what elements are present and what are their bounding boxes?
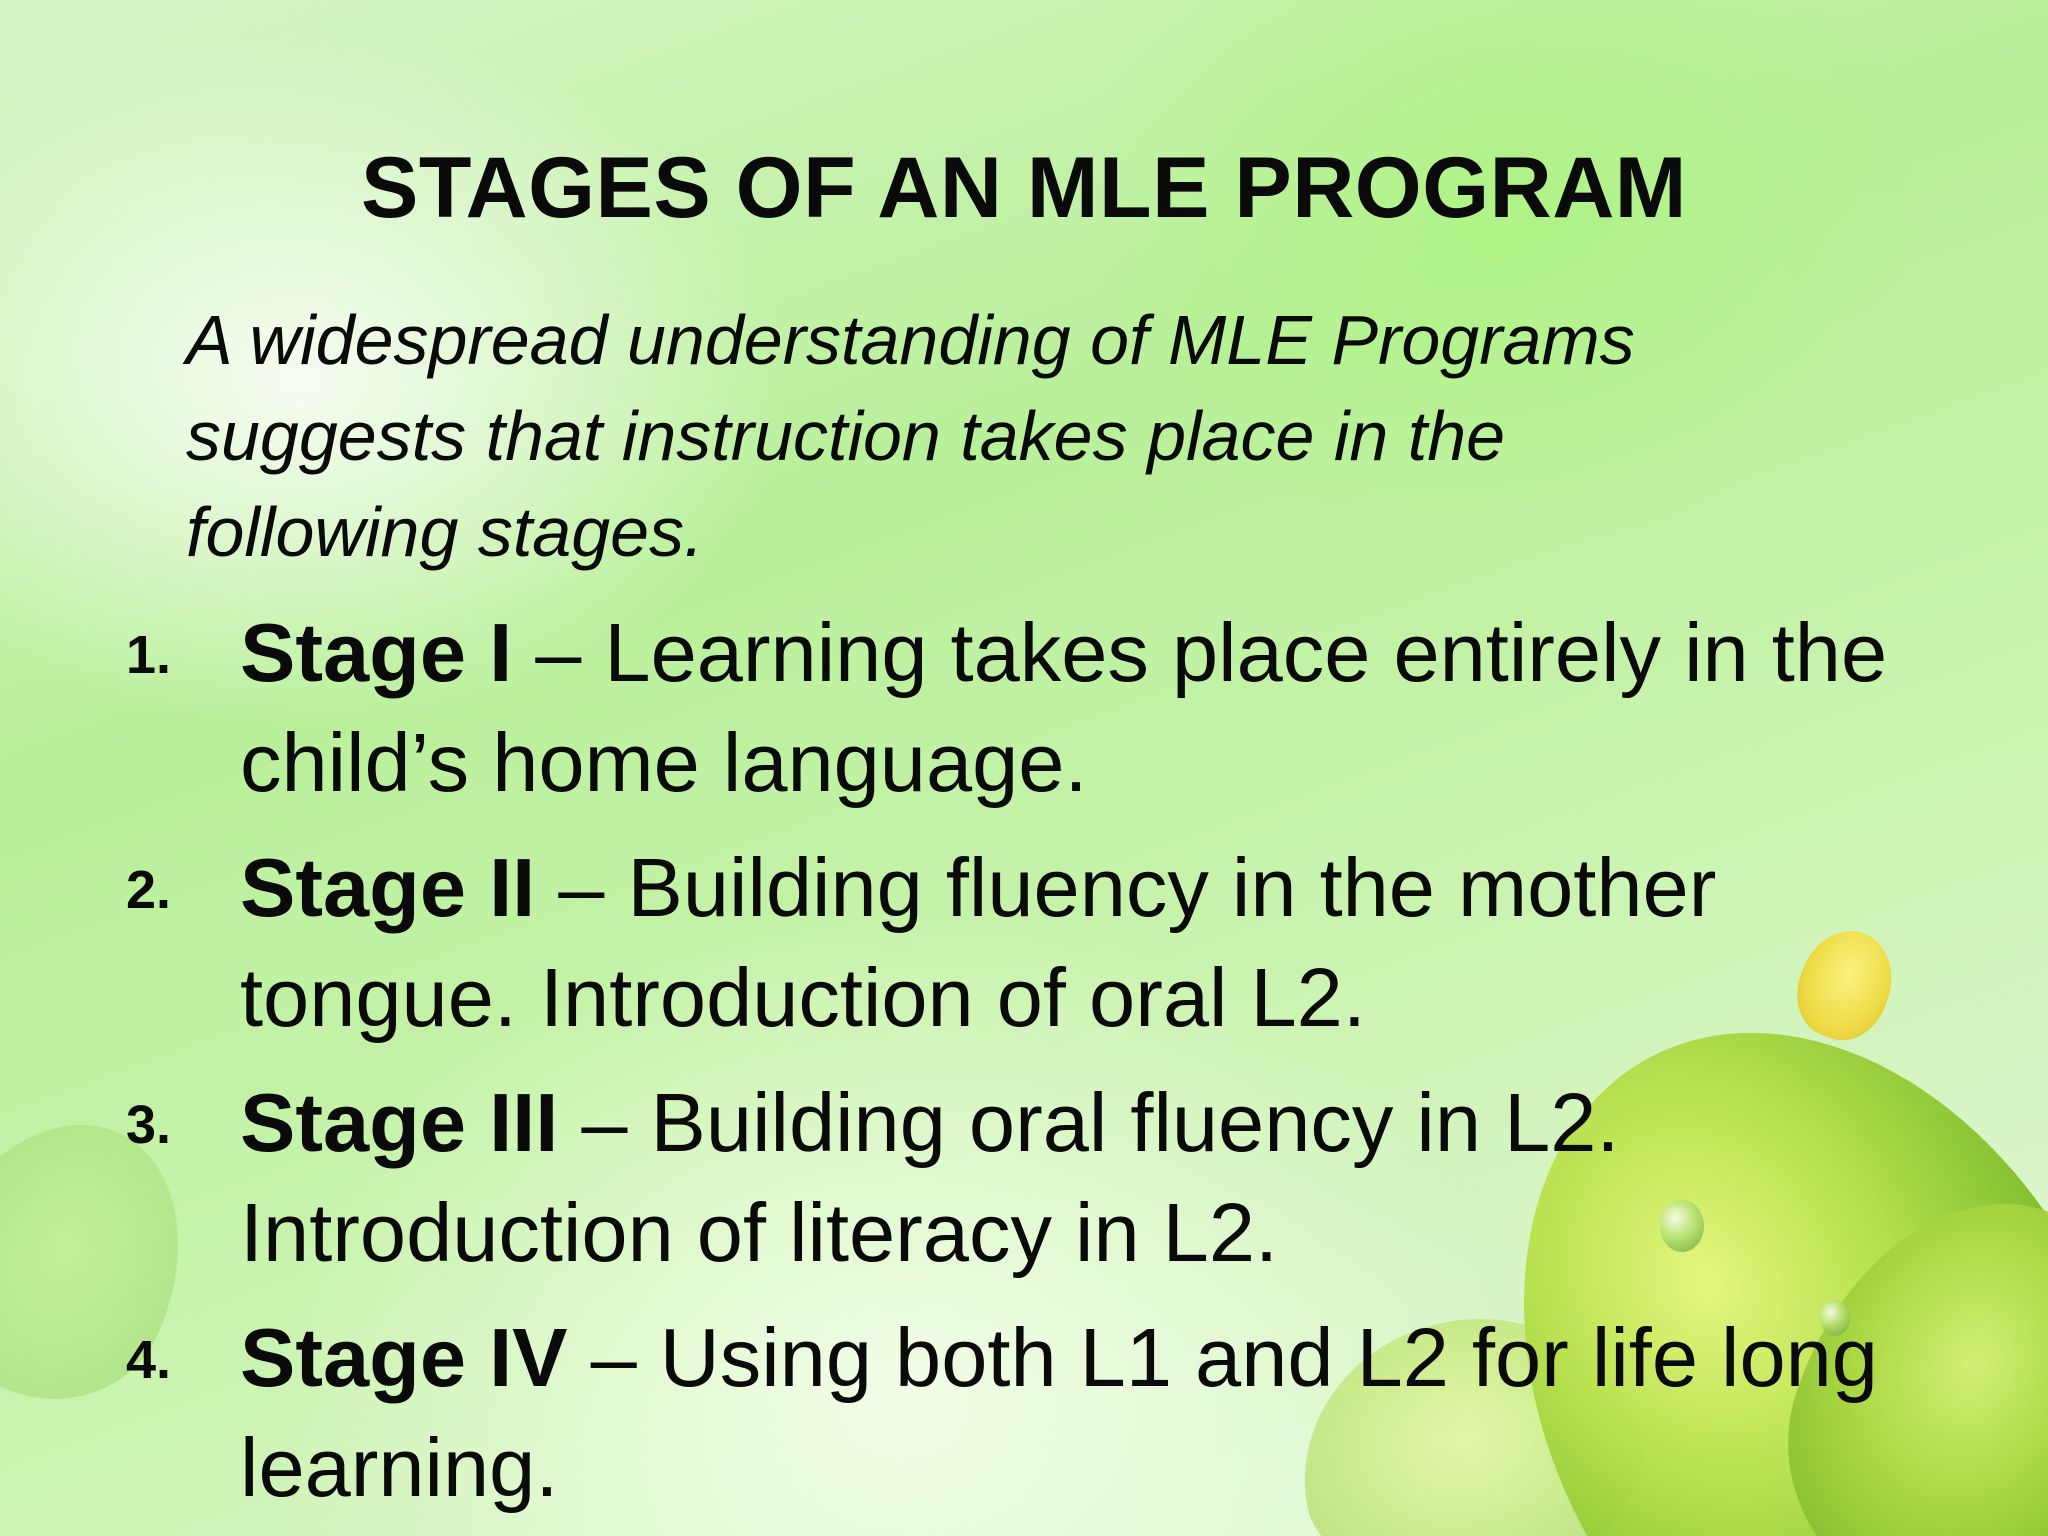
stage-name: Stage I (240, 606, 513, 699)
stage-number: 2. (126, 860, 172, 920)
stage-description: – Building fluency in the mother tongue. Introduction of oral L2. (240, 841, 1717, 1044)
stage-description: – Using both L1 and L2 for life long learning. (240, 1311, 1878, 1514)
stage-number: 4. (126, 1330, 172, 1390)
stage-number: 1. (126, 625, 172, 685)
stage-item-3 (120, 1068, 1980, 1288)
intro-line: A widespread understanding of MLE Programs (186, 301, 1635, 379)
intro-line: following stages. (186, 493, 704, 571)
stage-name: Stage III (240, 1076, 559, 1169)
stage-name: Stage II (240, 841, 536, 934)
stage-item-4 (120, 1303, 1980, 1523)
intro-paragraph (186, 292, 1906, 580)
stage-number: 3. (126, 1095, 172, 1155)
stage-item-2 (120, 833, 1980, 1053)
slide-title: STAGES OF AN MLE PROGRAM (361, 140, 1687, 236)
stage-item-1 (120, 598, 1980, 818)
stage-description: – Building oral fluency in L2. Introduction of literacy in L2. (240, 1076, 1620, 1279)
stage-description: – Learning takes place entirely in the child’s home language. (240, 606, 1888, 809)
stage-name: Stage IV (240, 1311, 568, 1404)
intro-line: suggests that instruction takes place in the (186, 397, 1506, 475)
stages-list (120, 598, 1980, 1536)
